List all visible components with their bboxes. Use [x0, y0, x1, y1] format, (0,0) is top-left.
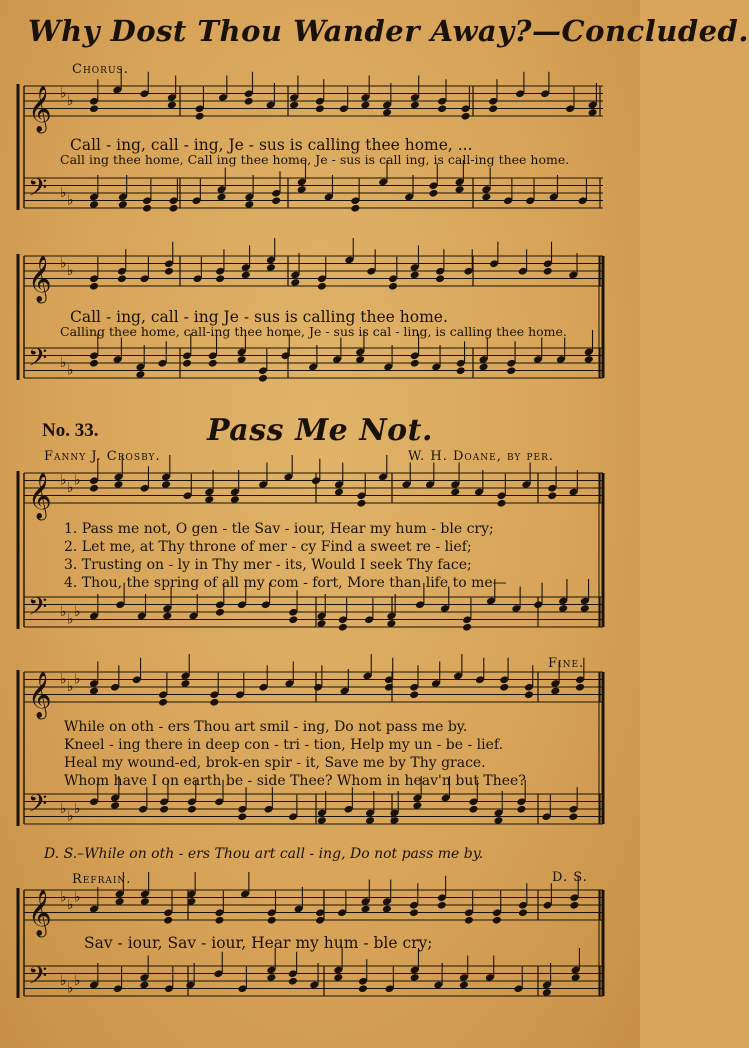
- note: [117, 274, 127, 283]
- note: [499, 683, 509, 692]
- note: [356, 499, 366, 508]
- note: [89, 359, 99, 368]
- bass-clef-icon: 𝄢: [28, 173, 48, 209]
- verse-line: 2. Let me, at Thy throne of mer - cy Find a sweet re - lief;: [64, 539, 472, 555]
- ds-label: D. S.: [552, 870, 588, 885]
- treble-clef-icon: 𝄞: [28, 890, 52, 936]
- note: [543, 267, 553, 276]
- note: [516, 805, 526, 814]
- flat-icon: ♭: [67, 480, 74, 496]
- page-title: Why Dost Thou Wander Away?—Concluded.: [28, 14, 749, 48]
- treble-clef-icon: 𝄞: [28, 256, 52, 302]
- note: [89, 484, 99, 493]
- note: [182, 359, 192, 368]
- treble-clef-icon: 𝄞: [28, 672, 52, 718]
- note: [215, 274, 225, 283]
- chorus-sub-lyric-line: Calling thee home, call-ing thee home, Je - sus is cal - ling, is calling thee home.: [60, 324, 567, 339]
- treble-clef-icon: 𝄞: [28, 86, 52, 132]
- flat-icon: ♭: [67, 93, 74, 109]
- note: [215, 608, 225, 617]
- note: [158, 698, 168, 707]
- ds-lyric-line: D. S.–While on oth - ers Thou art call - ing, Do not pass me by.: [44, 846, 484, 862]
- flat-icon: ♭: [60, 671, 67, 688]
- verse-line: Kneel - ing there in deep con - tri - tion, Help my un - be - lief.: [64, 737, 504, 753]
- note: [142, 204, 152, 213]
- note: [237, 812, 247, 821]
- note: [488, 104, 498, 113]
- verse-line: 1. Pass me not, O gen - tle Sav - iour, Hear my hum - ble cry;: [64, 521, 494, 537]
- note: [575, 683, 585, 692]
- note: [214, 916, 224, 925]
- note: [209, 698, 219, 707]
- treble-clef-icon: 𝄞: [28, 473, 52, 519]
- note: [437, 901, 447, 910]
- flat-icon: ♭: [60, 185, 67, 201]
- note: [350, 204, 360, 213]
- refrain-lyric-line: Sav - iour, Sav - iour, Hear my hum - ble cry;: [84, 934, 433, 952]
- note: [317, 282, 327, 291]
- note: [388, 282, 398, 291]
- note: [547, 491, 557, 500]
- hymn-title: Pass Me Not.: [207, 413, 433, 448]
- fine-label: Fine.: [548, 656, 585, 671]
- note: [524, 690, 534, 699]
- flat-icon: ♭: [74, 604, 81, 620]
- note: [497, 499, 507, 508]
- note: [164, 267, 174, 276]
- flat-icon: ♭: [67, 808, 74, 825]
- flat-icon: ♭: [67, 980, 74, 997]
- flat-icon: ♭: [67, 679, 74, 695]
- refrain-label: Refrain.: [72, 872, 132, 887]
- note: [258, 374, 268, 383]
- flat-icon: ♭: [74, 801, 81, 817]
- hymn-number: No. 33.: [42, 420, 99, 441]
- note: [456, 366, 466, 375]
- flat-icon: ♭: [74, 472, 81, 489]
- verse-line: While on oth - ers Thou art smil - ing, Do not pass me by.: [64, 719, 468, 735]
- flat-icon: ♭: [74, 889, 81, 906]
- note: [435, 274, 445, 283]
- verse-line: 3. Trusting on - ly in Thy mer - its, Would I seek Thy face;: [64, 557, 472, 573]
- note: [462, 623, 472, 632]
- flat-icon: ♭: [60, 255, 67, 272]
- note: [288, 615, 298, 624]
- verse-line: Heal my wound-ed, brok-en spir - it, Save me by Thy grace.: [64, 755, 486, 771]
- chorus-lyric-line: Call - ing, call - ing Je - sus is calling thee home.: [70, 308, 448, 326]
- note: [569, 901, 579, 910]
- verse-line: Whom have I on earth be - side Thee? Whom in heav'n but Thee?: [64, 773, 526, 789]
- verse-line: 4. Thou, the spring of all my com - fort, More than life to me—: [64, 575, 507, 591]
- note: [187, 805, 197, 814]
- flat-icon: ♭: [67, 897, 74, 913]
- flat-icon: ♭: [60, 801, 67, 817]
- note: [159, 805, 169, 814]
- note: [464, 916, 474, 925]
- flat-icon: ♭: [67, 362, 74, 379]
- note: [437, 104, 447, 113]
- note: [358, 984, 368, 993]
- note: [468, 805, 478, 814]
- flat-icon: ♭: [60, 85, 67, 102]
- chorus-sub-lyric-line: Call ing thee home, Call ing thee home, Je - sus is call ing, is call-ing thee home.: [60, 152, 570, 167]
- bass-clef-icon: 𝄢: [28, 789, 48, 825]
- note: [518, 908, 528, 917]
- note: [163, 916, 173, 925]
- bass-clef-icon: 𝄢: [28, 343, 48, 379]
- flat-icon: ♭: [60, 604, 67, 620]
- chorus-lyric-line: Call - ing, call - ing, Je - sus is calling thee home, ...: [70, 136, 473, 154]
- note: [506, 366, 516, 375]
- note: [338, 623, 348, 632]
- note: [195, 112, 205, 121]
- note: [267, 916, 277, 925]
- note: [461, 112, 471, 121]
- bass-clef-icon: 𝄢: [28, 592, 48, 628]
- note: [89, 104, 99, 113]
- flat-icon: ♭: [60, 973, 67, 989]
- flat-icon: ♭: [67, 611, 74, 628]
- note: [315, 104, 325, 113]
- note: [410, 359, 420, 368]
- flat-icon: ♭: [60, 889, 67, 906]
- author-credit: Fanny J. Crosby.: [44, 449, 161, 464]
- flat-icon: ♭: [74, 973, 81, 989]
- flat-icon: ♭: [67, 263, 74, 279]
- note: [409, 908, 419, 917]
- note: [492, 916, 502, 925]
- note: [428, 189, 438, 198]
- note: [568, 812, 578, 821]
- flat-icon: ♭: [60, 472, 67, 489]
- note: [271, 196, 281, 205]
- chorus-label: Chorus.: [72, 62, 129, 77]
- note: [208, 359, 218, 368]
- note: [89, 282, 99, 291]
- flat-icon: ♭: [60, 355, 67, 371]
- flat-icon: ♭: [74, 671, 81, 688]
- composer-credit: W. H. Doane, by per.: [408, 449, 555, 464]
- note: [244, 97, 254, 106]
- note: [409, 690, 419, 699]
- flat-icon: ♭: [67, 192, 74, 209]
- note: [288, 977, 298, 986]
- note: [169, 204, 179, 213]
- bass-clef-icon: 𝄢: [28, 961, 48, 997]
